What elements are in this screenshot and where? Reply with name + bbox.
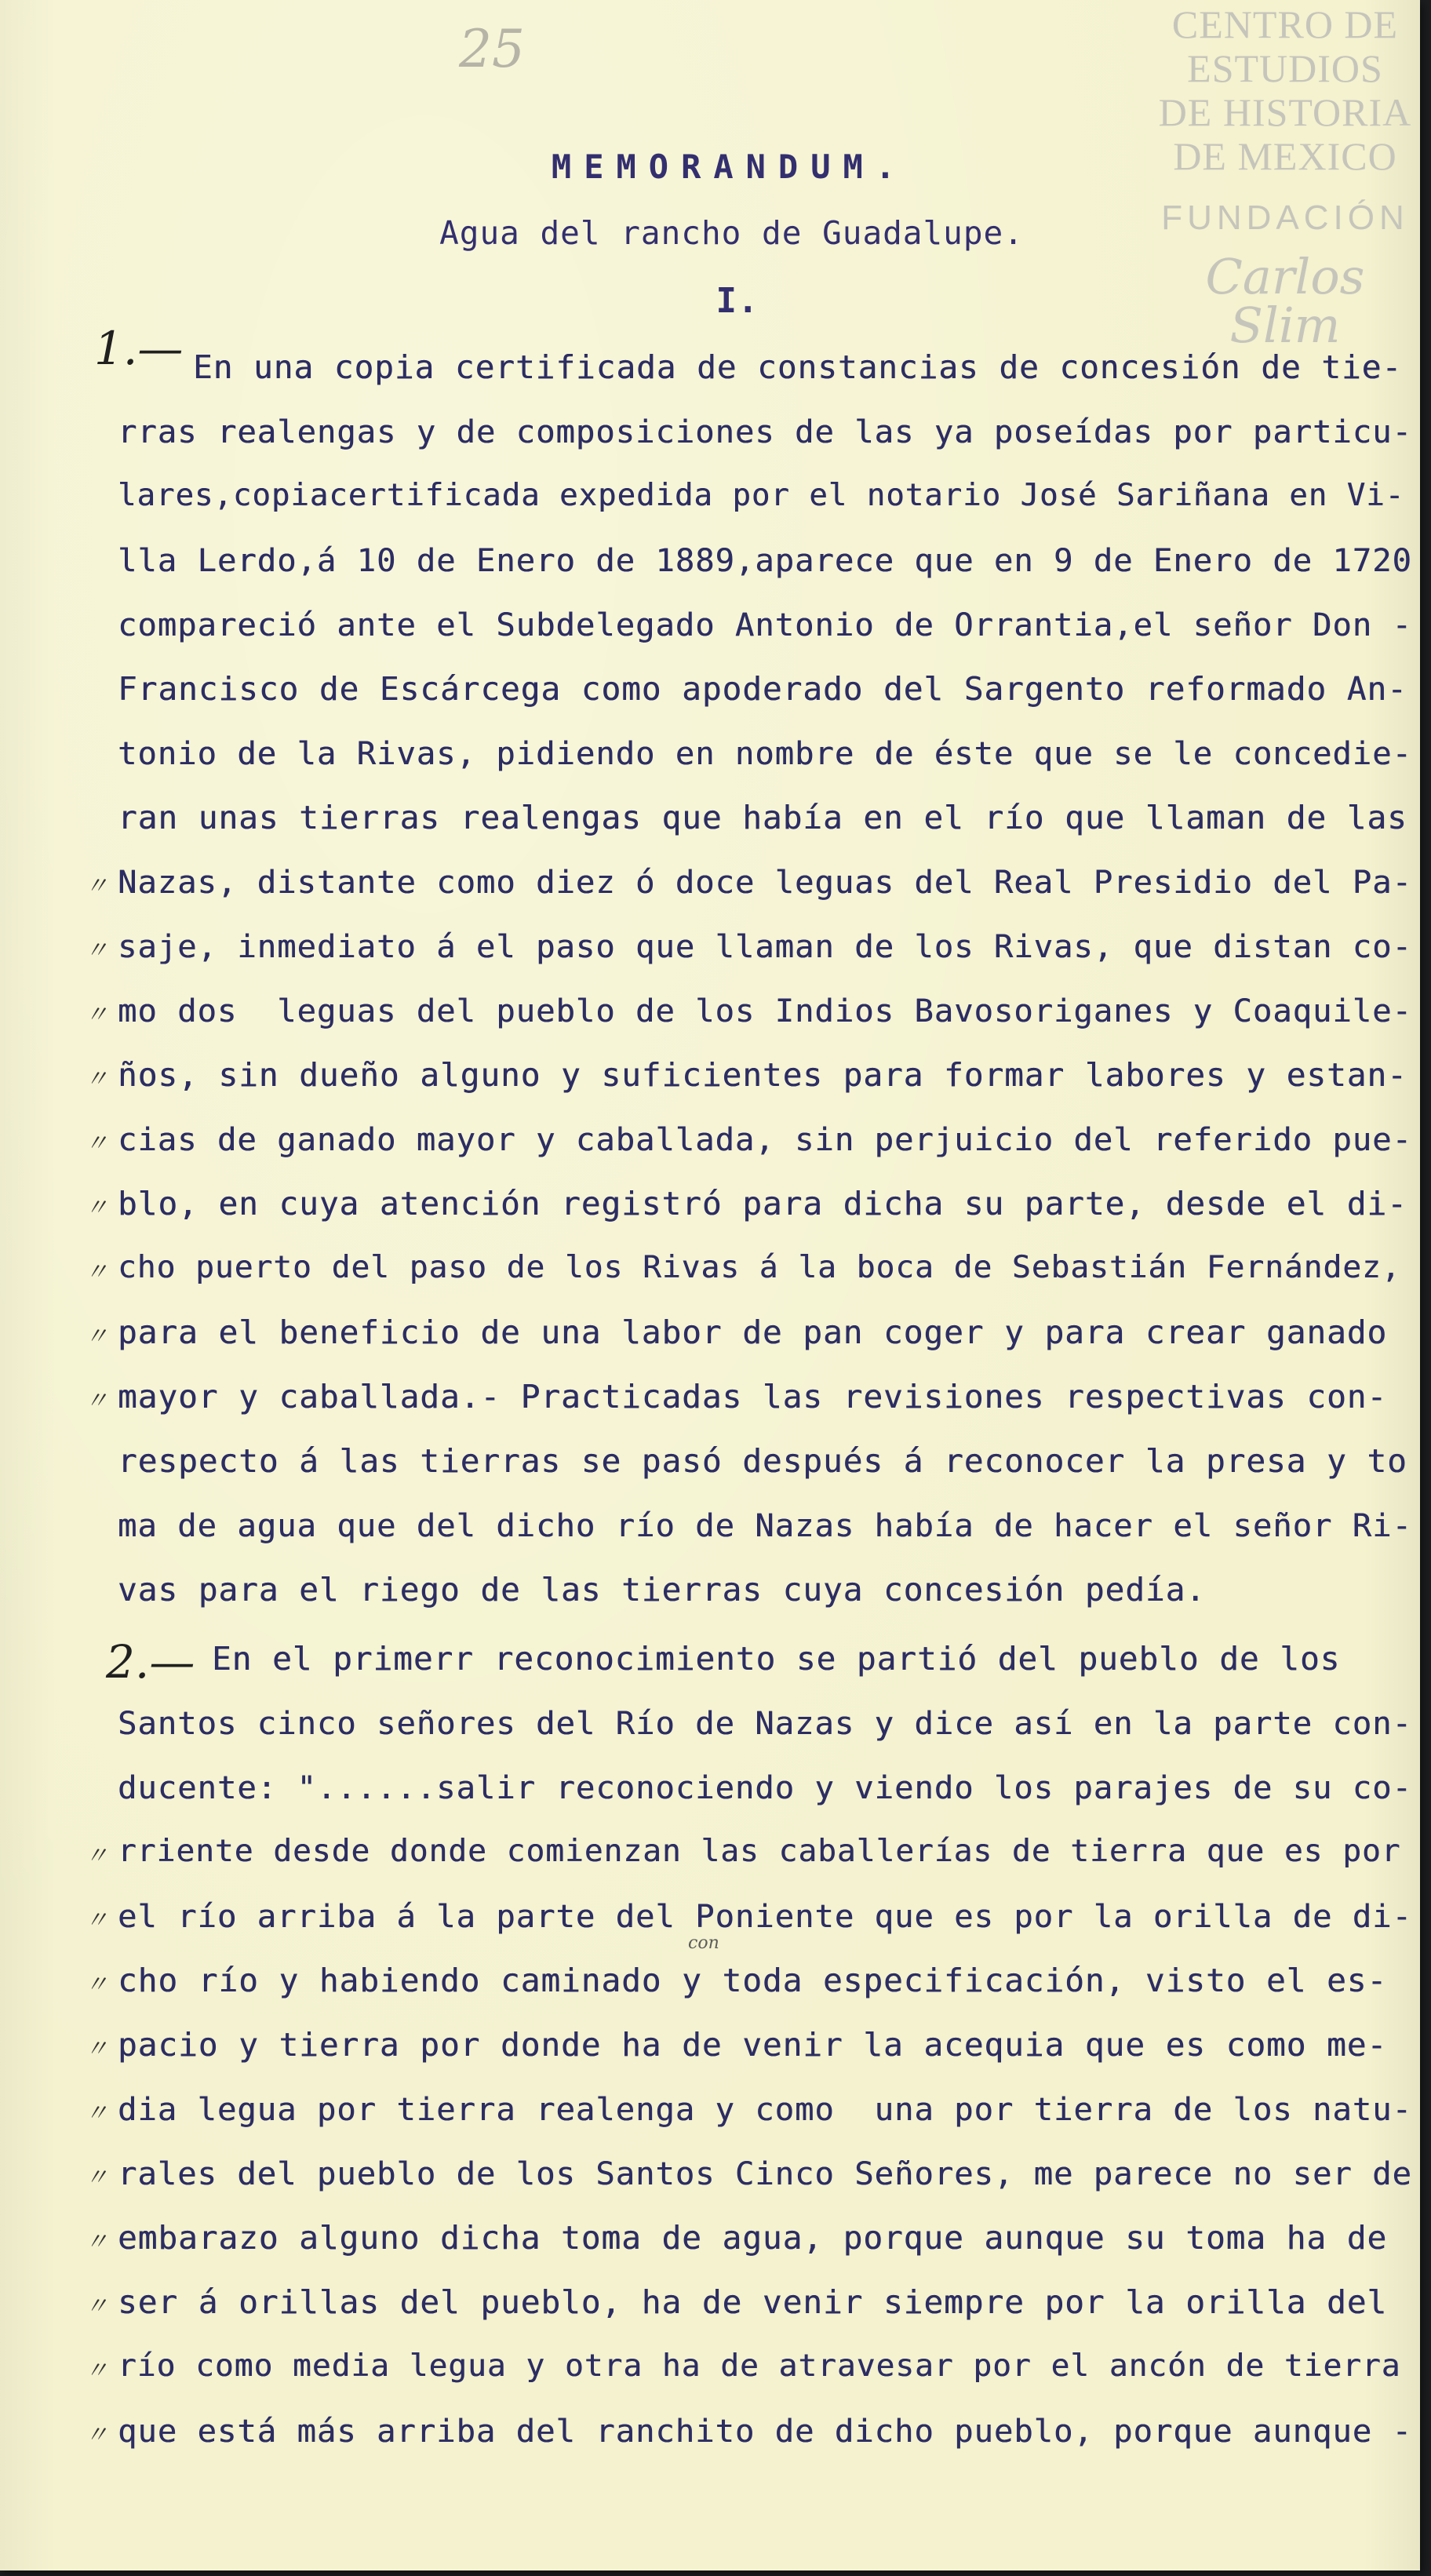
text-line: En una copia certificada de constancias de concesión de tie-	[193, 348, 1403, 386]
section-numeral: I.	[716, 281, 759, 321]
margin-tick: 〃	[85, 2357, 108, 2385]
page-number: 25	[459, 19, 525, 79]
margin-tick: 〃	[85, 1387, 108, 1415]
text-line: compareció ante el Subdelegado Antonio de Orrantia,el señor Don -	[118, 606, 1412, 643]
margin-tick: 〃	[85, 1259, 108, 1286]
text-line: tonio de la Rivas, pidiendo en nombre de éste que se le concedie-	[118, 734, 1412, 772]
text-line: ran unas tierras realengas que había en el río que llaman de las	[118, 799, 1407, 836]
watermark-line: CENTRO DE	[1171, 2, 1399, 46]
paragraph-mark-2: 2.—	[106, 1635, 195, 1689]
watermark-foundation: FUNDACIÓN	[1161, 199, 1409, 237]
watermark-line: DE HISTORIA	[1158, 90, 1412, 134]
text-line: mayor y caballada.- Practicadas las revisiones respectivas con-	[118, 1378, 1388, 1416]
text-line: lla Lerdo,á 10 de Enero de 1889,aparece que en 9 de Enero de 1720	[118, 541, 1412, 579]
text-line: mo dos leguas del pueblo de los Indios Bavosoriganes y Coaquile-	[118, 992, 1412, 1029]
text-line: En el primerr reconocimiento se partió del pueblo de los	[212, 1640, 1341, 1678]
text-line: rales del pueblo de los Santos Cinco Señores, me parece no ser de	[118, 2155, 1412, 2192]
margin-tick: 〃	[85, 1971, 108, 1998]
memo-title: MEMORANDUM.	[551, 148, 908, 186]
text-line: para el beneficio de una labor de pan coger y para crear ganado	[118, 1314, 1388, 1351]
margin-tick: 〃	[85, 2293, 108, 2320]
text-line: rras realengas y de composiciones de las ya poseídas por particu-	[118, 413, 1412, 450]
text-line: respecto á las tierras se pasó después á reconocer la presa y to	[118, 1442, 1407, 1480]
watermark-line: DE MEXICO	[1173, 134, 1397, 178]
margin-tick: 〃	[85, 2164, 108, 2192]
margin-tick: 〃	[85, 1323, 108, 1350]
margin-tick: 〃	[85, 1842, 108, 1870]
text-line: embarazo alguno dicha toma de agua, porque aunque su toma ha de	[118, 2219, 1388, 2257]
margin-tick: 〃	[85, 2421, 108, 2449]
text-line: el río arriba á la parte del Poniente que es por la orilla de di-	[118, 1897, 1412, 1935]
text-line: cho río y habiendo caminado y toda especificación, visto el es-	[118, 1962, 1388, 1999]
text-line: ducente: "......salir reconociendo y viendo los parajes de su co-	[118, 1769, 1412, 1806]
text-line: saje, inmediato á el paso que llaman de los Rivas, que distan co-	[118, 927, 1412, 965]
margin-tick: 〃	[85, 1907, 108, 1934]
text-line: ser á orillas del pueblo, ha de venir siempre por la orilla del	[118, 2283, 1388, 2321]
text-line: vas para el riego de las tierras cuya concesión pedía.	[118, 1571, 1206, 1609]
memo-subtitle: Agua del rancho de Guadalupe.	[439, 214, 1024, 252]
text-line: Santos cinco señores del Río de Nazas y dice así en la parte con-	[118, 1704, 1412, 1742]
text-line: blo, en cuya atención registró para dicha su parte, desde el di-	[118, 1185, 1407, 1222]
text-line: que está más arriba del ranchito de dicho pueblo, porque aunque -	[118, 2412, 1412, 2450]
watermark-line: ESTUDIOS	[1187, 46, 1383, 90]
watermark-signature: Carlos Slim	[1205, 248, 1365, 354]
margin-tick: 〃	[85, 1066, 108, 1093]
text-line: cias de ganado mayor y caballada, sin perjuicio del referido pue-	[118, 1120, 1412, 1158]
text-line: ños, sin dueño alguno y suficientes para formar labores y estan-	[118, 1056, 1407, 1094]
interlinear-note: con	[688, 1933, 719, 1953]
text-line: dia legua por tierra realenga y como una por tierra de los natu-	[118, 2090, 1412, 2128]
text-line: cho puerto del paso de los Rivas á la boca de Sebastián Fernández,	[118, 1249, 1401, 1285]
text-line: pacio y tierra por donde ha de venir la acequia que es como me-	[118, 2026, 1388, 2064]
margin-tick: 〃	[85, 937, 108, 964]
text-line: río como media legua y otra ha de atravesar por el ancón de tierra	[118, 2348, 1401, 2384]
margin-tick: 〃	[85, 1194, 108, 1222]
text-line: Francisco de Escárcega como apoderado del Sargento reformado An-	[118, 670, 1407, 708]
margin-tick: 〃	[85, 873, 108, 900]
text-line: lares,copiacertificada expedida por el notario José Sariñana en Vi-	[118, 478, 1405, 513]
margin-tick: 〃	[85, 1130, 108, 1157]
margin-tick: 〃	[85, 2035, 108, 2063]
text-line: rriente desde donde comienzan las caballerías de tierra que es por	[118, 1833, 1401, 1869]
text-line: Nazas, distante como diez ó doce leguas del Real Presidio del Pa-	[118, 863, 1412, 901]
paragraph-mark-1: 1.—	[94, 322, 184, 375]
margin-tick: 〃	[85, 2100, 108, 2127]
text-line: ma de agua que del dicho río de Nazas había de hacer el señor Ri-	[118, 1507, 1412, 1544]
margin-tick: 〃	[85, 2228, 108, 2256]
margin-tick: 〃	[85, 1001, 108, 1029]
